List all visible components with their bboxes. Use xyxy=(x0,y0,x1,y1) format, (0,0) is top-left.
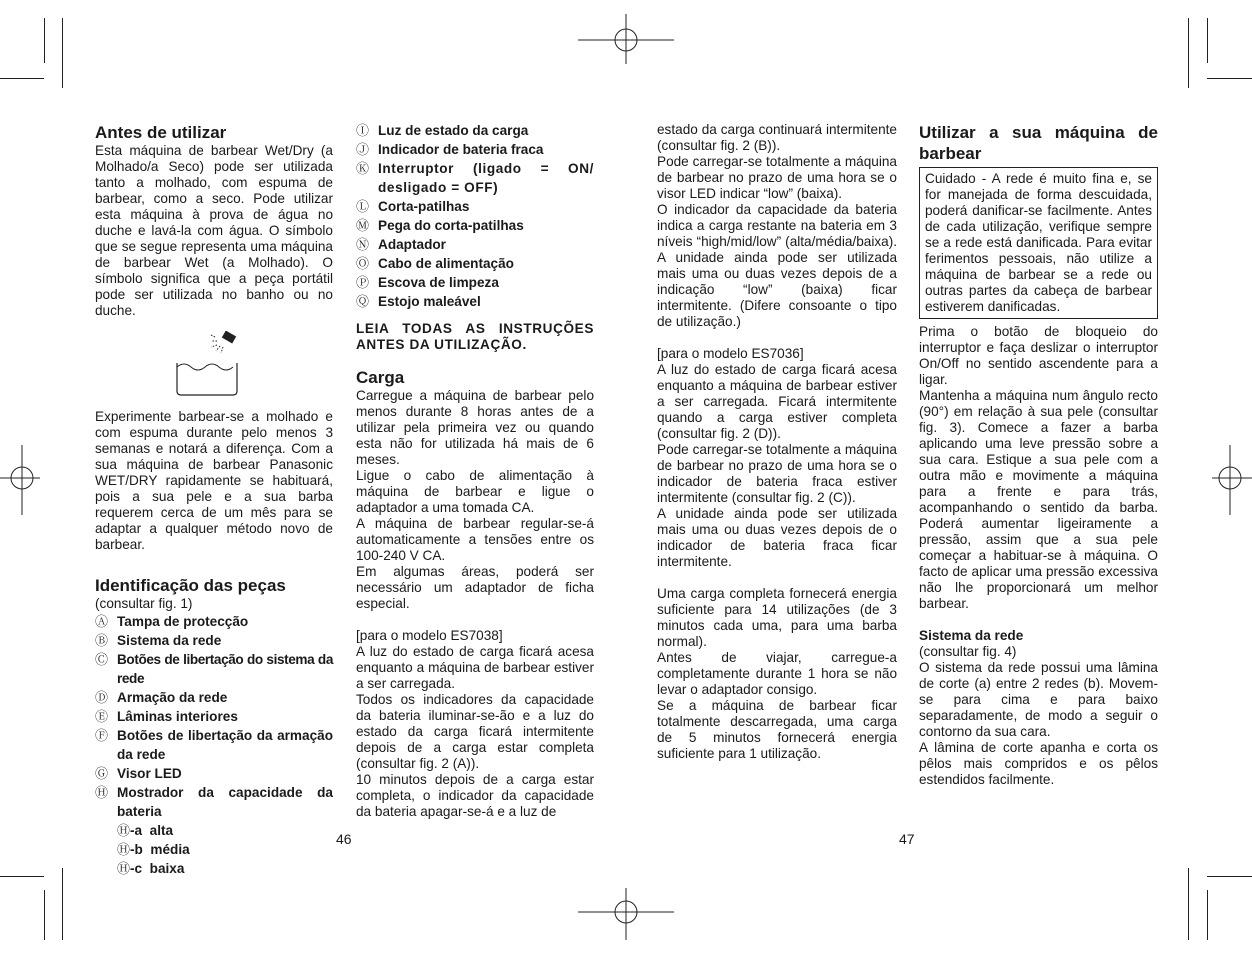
crop-mark xyxy=(0,78,44,79)
carga-paragraph: Carregue a máquina de barbear pelo menos durante 8 horas antes de a utilizar pela primeira vez ou quando esta não for utilizada há mais de 6 meses. xyxy=(356,388,594,467)
carga-paragraph: Ligue o cabo de alimentação à máquina de barbear e ligue o adaptador a uma tomada CA. xyxy=(356,468,594,515)
model-paragraph: Todos os indicadores da capacidade da bateria iluminar-se-ão e a luz do estado da carga ficará intermitente depois de a carga estar completa (consultar fig. 2 (A)). xyxy=(356,692,594,771)
paragraph: Pode carregar-se totalmente a máquina de barbear no prazo de uma hora se o visor LED indicar “low” (baixa). xyxy=(657,154,897,201)
model-paragraph: A luz do estado de carga ficará acesa enquanto a máquina de barbear estiver a ser carregada. xyxy=(356,644,594,691)
list-item: Ⓑ Sistema da rede xyxy=(95,633,222,648)
registration-mark-bottom xyxy=(578,888,674,940)
list-item: Ⓗ -a alta xyxy=(117,823,174,838)
list-item: Ⓓ Armação da rede xyxy=(95,690,228,705)
list-item: Ⓗ Mostrador da capacidade da bateria xyxy=(95,785,333,819)
list-item: Ⓕ Botões de libertação da armação da rede xyxy=(95,728,333,762)
experimente-paragraph: Experimente barbear-se a molhado e com espuma durante pelo menos 3 semanas e notará a diferença. Com a sua máquina de barbear Panasonic WET/DRY rapidamente se habituará, pois a sua pele e a sua barba requerem cerca de um mês para se adaptar a qualquer método novo de barbear. xyxy=(95,409,333,552)
paragraph: A unidade ainda pode ser utilizada mais uma ou duas vezes depois de o indicador de bateria fraca ficar intermitente. xyxy=(657,506,897,569)
column-1 xyxy=(95,122,333,878)
paragraph: estado da carga continuará intermitente (consultar fig. 2 (B)). xyxy=(657,122,897,153)
model-paragraph: 10 minutos depois de a carga estar completa, o indicador da capacidade da bateria apagar-se-á e a luz de xyxy=(356,772,594,819)
crop-mark xyxy=(44,890,45,940)
list-item: Ⓛ Corta-patilhas xyxy=(356,199,470,214)
identificacao-ref: (consultar fig. 1) xyxy=(95,596,193,611)
paragraph: O sistema da rede possui uma lâmina de corte (a) entre 2 redes (b). Movem-se para cima e para baixo separadamente, de modo a seguir o contorno da sua cara. xyxy=(919,660,1158,739)
paragraph: Se a máquina de barbear ficar totalmente descarregada, uma carga de 5 minutos fornecerá energia suficiente para 1 utilização. xyxy=(657,698,897,761)
list-item: Ⓞ Cabo de alimentação xyxy=(356,256,514,271)
sistema-ref: (consultar fig. 4) xyxy=(919,644,1017,659)
column-3 xyxy=(657,122,897,762)
list-item: Ⓗ -b média xyxy=(117,842,190,857)
list-item: Ⓘ Luz de estado da carga xyxy=(356,123,529,138)
model-label: [para o modelo ES7038] xyxy=(356,628,503,643)
list-item: Ⓙ Indicador de bateria fraca xyxy=(356,142,544,157)
crop-mark xyxy=(1207,890,1208,940)
list-item: Ⓜ Pega do corta-patilhas xyxy=(356,218,524,233)
crop-mark xyxy=(62,18,63,88)
crop-mark xyxy=(1188,868,1189,940)
column-2 xyxy=(356,121,594,820)
paragraph: Uma carga completa fornecerá energia suficiente para 14 utilizações (de 3 minutos cada uma, para uma barba normal). xyxy=(657,586,897,649)
paragraph: Pode carregar-se totalmente a máquina de barbear no prazo de uma hora se o indicador de bateria fraca estiver intermitente (consultar fig. 2 (C)). xyxy=(657,442,897,505)
list-item: Ⓝ Adaptador xyxy=(356,237,446,252)
paragraph: Mantenha a máquina num ângulo recto (90°) em relação à sua pele (consultar fig. 3). Comece a fazer a barba aplicando uma leve pressão sobre a sua cara. Estique a sua pele com a outra mão e movimente a máquina para a frente e para trás, acompanhando o sentido da barba. Poderá aumentar ligeiramente a pressão, assim que a sua pele começar a habituar-se à máquina. O facto de aplicar uma pressão excessiva não lhe proporcionará um melhor barbear. xyxy=(919,388,1158,611)
paragraph: O indicador da capacidade da bateria indica a carga restante na bateria em 3 níveis “high/mid/low” (alta/média/baixa). A unidade ainda pode ser utilizada mais uma ou duas vezes depois de a indicação “low” (baixa) ficar intermitente. (Difere consoante o tipo de utilização.) xyxy=(657,202,897,329)
paragraph: A lâmina de corte apanha e corta os pêlos mais compridos e os pêlos estendidos facilmente. xyxy=(919,740,1158,787)
section-title-antes: Antes de utilizar xyxy=(95,123,227,142)
list-item: Ⓐ Tampa de protecção xyxy=(95,614,249,629)
paragraph: A luz do estado de carga ficará acesa enquanto a máquina de barbear estiver a ser carregada. Ficará intermitente quando a carga estiver completa (consultar fig. 2 (D)). xyxy=(657,362,897,441)
list-item: Ⓗ -c baixa xyxy=(117,861,185,876)
registration-mark-right xyxy=(1212,445,1252,515)
crop-mark xyxy=(44,18,45,63)
crop-mark xyxy=(0,876,44,877)
subsection-title-sistema: Sistema da rede xyxy=(919,628,1024,643)
section-title-utilizar: Utilizar a sua máquina de barbear xyxy=(919,123,1158,163)
paragraph: Prima o botão de bloqueio do interruptor e faça deslizar o interruptor On/Off no sentido ascendente para a ligar. xyxy=(919,324,1158,387)
warning-text: LEIA TODAS AS INSTRUÇÕES ANTES DA UTILIZAÇÃO. xyxy=(356,321,594,352)
list-item: Ⓟ Escova de limpeza xyxy=(356,275,499,290)
registration-mark-top xyxy=(578,14,674,64)
crop-mark xyxy=(1207,78,1252,79)
caution-text: Cuidado - A rede é muito fina e, se for manejada de forma descuidada, poderá danificar-se facilmente. Antes de cada utilização, verifique sempre se a rede está danificada. Para evitar ferimentos pessoais, não utilize a máquina de barbear se a rede ou outras partes da cabeça de barbear estiverem danificadas. xyxy=(925,171,1152,314)
section-title-carga: Carga xyxy=(356,368,405,387)
parts-list-2 xyxy=(356,121,594,311)
list-item: Ⓚ Interruptor (ligado = ON/ desligado = OFF) xyxy=(356,161,594,195)
caution-box xyxy=(919,167,1158,319)
carga-paragraph: Em algumas áreas, poderá ser necessário um adaptador de ficha especial. xyxy=(356,564,594,611)
crop-mark xyxy=(1188,18,1189,88)
section-title-identificacao: Identificação das peças xyxy=(95,576,286,595)
list-item: Ⓒ Botões de libertação do sistema da rede xyxy=(95,652,333,686)
list-item: Ⓖ Visor LED xyxy=(95,766,182,781)
antes-paragraph: Esta máquina de barbear Wet/Dry (a Molhado/a Seco) pode ser utilizada tanto a molhado, com espuma de barbear, como a seco. Pode utilizar esta máquina à prova de água no duche e lavá-la com água. O símbolo que se segue representa uma máquina de barbear Wet (a Molhado). O símbolo significa que a peça portátil pode ser utilizada no banho ou no duche. xyxy=(95,143,333,318)
list-item: Ⓠ Estojo maleável xyxy=(356,294,481,309)
column-4 xyxy=(919,122,1158,788)
model-label: [para o modelo ES7036] xyxy=(657,346,804,361)
registration-mark-left xyxy=(0,445,40,515)
page-number-left: 46 xyxy=(336,831,352,847)
crop-mark xyxy=(1207,876,1252,877)
list-item: Ⓔ Lâminas interiores xyxy=(95,709,238,724)
page-number-right: 47 xyxy=(899,831,915,847)
crop-mark xyxy=(1207,18,1208,63)
parts-list-1 xyxy=(95,612,333,878)
crop-mark xyxy=(62,868,63,940)
carga-paragraph: A máquina de barbear regular-se-á automaticamente a tensões entre os 100-240 V CA. xyxy=(356,516,594,563)
paragraph: Antes de viajar, carregue-a completamente durante 1 hora se não levar o adaptador consigo. xyxy=(657,650,897,697)
wet-shave-symbol-icon xyxy=(171,331,243,397)
